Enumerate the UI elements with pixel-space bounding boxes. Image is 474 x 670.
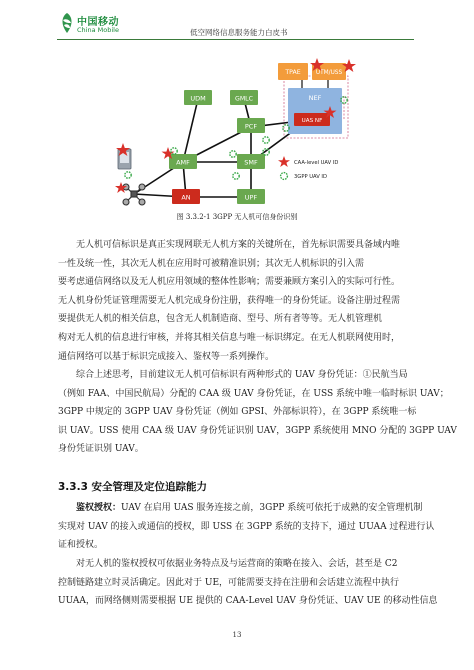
text-line: 3GPP 中规定的 3GPP UAV 身份凭证（例如 GPSI、外部标识符），在 3GPP 系统唯一标 xyxy=(58,407,417,418)
tpae-node-label: TPAE xyxy=(285,69,301,76)
text-line: 要考虑通信网络以及无人机应用领域的整体性影响；需要兼顾方案引入的实际可行性。 xyxy=(58,277,401,288)
udm-node-label: UDM xyxy=(190,94,206,103)
text-line: 控制链路建立时灵活确定。因此对于 UE，可能需要支持在注册和会话建立流程中执行 xyxy=(58,577,400,588)
text-line: （例如 FAA、中国民航局）分配的 CAA 级 UAV 身份凭证，在 USS 系统中唯一临时标识 UAV； xyxy=(58,388,449,399)
keyword-lead: 鉴权授权： xyxy=(76,503,122,513)
nef-node-label: NEF xyxy=(308,94,322,102)
pcf-node-label: PCF xyxy=(244,122,258,131)
text-line: 无人机身份凭证管理需要无人机完成身份注册，获得唯一的身份凭证。设备注册过程需 xyxy=(58,295,401,306)
text-line: 证和授权。 xyxy=(58,540,104,551)
smf-node-label: SMF xyxy=(244,158,258,167)
text-line: 通信网络可以基于标识完成接入、鉴权等一系列操作。 xyxy=(58,351,275,362)
logo-chinese-text: 中国移动 xyxy=(77,17,119,28)
section-heading: 3.3.3 安全管理及定位追踪能力 xyxy=(58,481,208,493)
gmlc-node-label: GMLC xyxy=(235,95,253,103)
text-line: 身份凭证识别 UAV。 xyxy=(58,444,144,455)
an-node-label: AN xyxy=(181,193,191,202)
text-line: 综合上述思考，目前建议无人机可信标识有两种形式的 UAV 身份凭证：①民航当局 xyxy=(76,370,408,380)
uav-identity-diagram xyxy=(108,54,378,214)
document-title: 低空网络信息服务能力白皮书 xyxy=(190,28,288,37)
header-divider xyxy=(57,39,414,40)
text-line: 实现对 UAV 的接入或通信的授权，即 USS 在 3GPP 系统的支持下，通过 UUAA 过程进行认 xyxy=(58,521,435,532)
text-line: 构对无人机的信息进行审核，并将其相关信息与唯一标识绑定。在无人机联网使用时， xyxy=(58,332,401,343)
page-header xyxy=(0,0,474,48)
china-mobile-logo xyxy=(58,11,128,41)
text-line: 识 UAV。USS 使用 CAA 级 UAV 身份凭证识别 UAV，3GPP 系统使用 MNO 分配的 3GPP UAV xyxy=(58,425,457,436)
text-line: 无人机可信标识是真正实现网联无人机方案的关键所在，首先标识需要具备域内唯 xyxy=(76,240,401,250)
paragraph-authentication xyxy=(58,499,435,555)
text-span: UAV 在启用 UAS 服务连接之前，3GPP 系统可依托于成熟的安全管理机制 xyxy=(121,503,423,513)
uas-nf-node-label: UAS NF xyxy=(301,118,323,124)
text-line: 要提供无人机的相关信息，包含无人机制造商、型号、所有者等等。无人机管理机 xyxy=(58,314,383,325)
text-line: 对无人机的鉴权授权可依据业务特点及与运营商的策略在接入、会话，甚至是 C2 xyxy=(76,559,398,569)
upf-node-label: UPF xyxy=(244,193,258,202)
text-line: UUAA，而网络侧则需要根据 UE 提供的 CAA-Level UAV 身份凭证、UAV UE 的移动性信息 xyxy=(58,596,438,607)
china-mobile-logo-mark xyxy=(58,11,76,35)
legend-caa-label: CAA-level UAV ID xyxy=(294,160,339,166)
paragraph-uav-trusted-id xyxy=(58,236,416,366)
page-number: 13 xyxy=(232,631,242,639)
legend-3gpp-label: 3GPP UAV ID xyxy=(294,174,327,180)
paragraph-authorization-policy xyxy=(58,555,438,611)
figure-caption: 图 3.3.2-1 3GPP 无人机可信身份识别 xyxy=(176,213,298,221)
text-line xyxy=(58,499,423,518)
logo-english-text: China Mobile xyxy=(77,26,119,34)
paragraph-uav-credentials xyxy=(58,366,457,459)
amf-node-label: AMF xyxy=(176,158,190,167)
text-line: 一性及统一性，其次无人机在应用时可被精准识别；其次无人机标识的引入需 xyxy=(58,258,365,269)
utm-node-label: UTM/USS xyxy=(315,70,343,76)
